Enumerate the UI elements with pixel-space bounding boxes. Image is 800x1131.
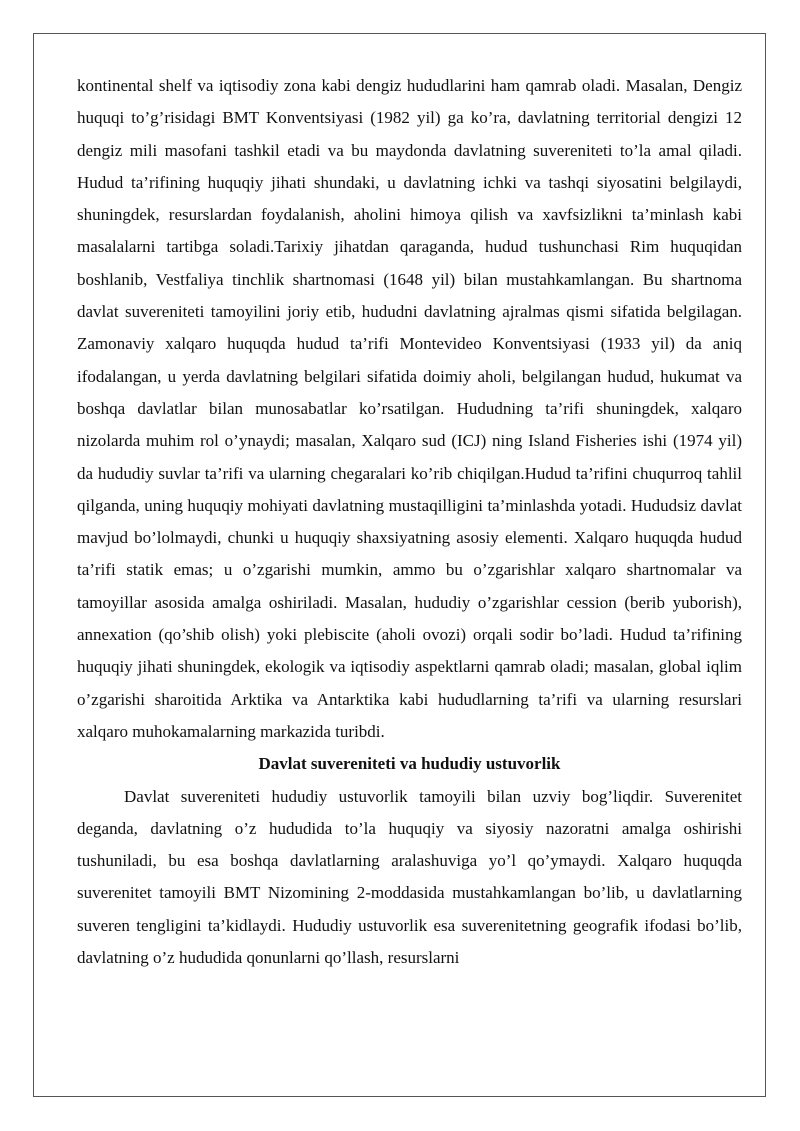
document-body	[77, 70, 742, 974]
body-paragraph: kontinental shelf va iqtisodiy zona kabi dengiz hududlarini ham qamrab oladi. Masalan, Dengiz huquqi to’g’risidagi BMT Konventsiyasi (1982 yil) ga ko’ra, davlatning territorial dengizi 12 dengiz mili masofani tashkil etadi va bu maydonda davlatning suvereniteti to’la amal qiladi. Hudud ta’rifining huquqiy jihati shundaki, u davlatning ichki va tashqi siyosatini belgilaydi, shuningdek, resurslardan foydalanish, aholini himoya qilish va xavfsizlikni ta’minlash kabi masalalarni tartibga soladi.Tarixiy jihatdan qaraganda, hudud tushunchasi Rim huquqidan boshlanib, Vestfaliya tinchlik shartnomasi (1648 yil) bilan mustahkamlangan. Bu shartnoma davlat suvereniteti tamoyilini joriy etib, hududni davlatning ajralmas qismi sifatida belgilagan. Zamonaviy xalqaro huquqda hudud ta’rifi Montevideo Konventsiyasi (1933 yil) da aniq ifodalangan, u yerda davlatning belgilari sifatida doimiy aholi, belgilangan hudud, hukumat va boshqa davlatlar bilan munosabatlar ko’rsatilgan. Hududning ta’rifi shuningdek, xalqaro nizolarda muhim rol o’ynaydi; masalan, Xalqaro sud (ICJ) ning Island Fisheries ishi (1974 yil) da hududiy suvlar ta’rifi va ularning chegaralari ko’rib chiqilgan.Hudud ta’rifini chuqurroq tahlil qilganda, uning huquqiy mohiyati davlatning mustaqilligini ta’minlashda yotadi. Hududsiz davlat mavjud bo’lolmaydi, chunki u huquqiy shaxsiyatning asosiy elementi. Xalqaro huquqda hudud ta’rifi statik emas; u o’zgarishi mumkin, ammo bu o’zgarishlar xalqaro shartnomalar va tamoyillar asosida amalga oshiriladi. Masalan, hududiy o’zgarishlar cession (berib yuborish), annexation (qo’shib olish) yoki plebiscite (aholi ovozi) orqali sodir bo’ladi. Hudud ta’rifining huquqiy jihati shuningdek, ekologik va iqtisodiy aspektlarni qamrab oladi; masalan, global iqlim o’zgarishi sharoitida Arktika va Antarktika kabi hududlarning ta’rifi va ularning resurslari xalqaro muhokamalarning markazida turibdi.	[77, 76, 742, 741]
section-heading: Davlat suvereniteti va hududiy ustuvorlik	[258, 754, 561, 774]
body-paragraph: Davlat suvereniteti hududiy ustuvorlik tamoyili bilan uzviy bog’liqdir. Suverenitet deganda, davlatning o’z hududida to’la huquqiy va siyosiy nazoratni amalga oshirishi tushuniladi, bu esa boshqa davlatlarning aralashuviga yo’l qo’ymaydi. Xalqaro huquqda suverenitet tamoyili BMT Nizomining 2-moddasida mustahkamlangan bo’lib, u davlatlarning suveren tengligini ta’kidlaydi. Hududiy ustuvorlik esa suverenitetning geografik ifodasi bo’lib, davlatning o’z hududida qonunlarni qo’llash, resurslarni	[77, 786, 742, 968]
